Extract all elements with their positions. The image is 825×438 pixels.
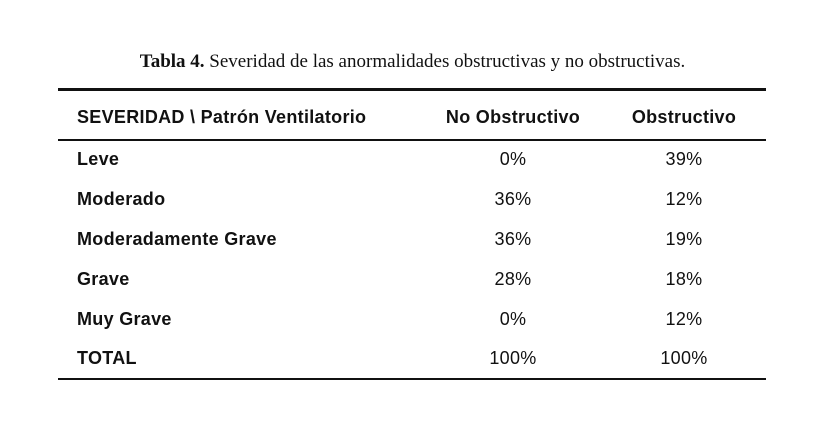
row-value-obstructivo: 18% [665, 269, 703, 289]
row-value-no-obstructivo: 36% [494, 229, 532, 249]
row-label: Muy Grave [77, 309, 172, 329]
header-no-obstructivo: No Obstructivo [445, 107, 581, 127]
table-caption-label: Tabla 4. [139, 51, 205, 72]
table-header-rule [58, 139, 766, 141]
row-value-no-obstructivo: 0% [499, 309, 527, 329]
header-severity: SEVERIDAD \ Patrón Ventilatorio [77, 107, 367, 127]
total-value-obstructivo: 100% [660, 348, 708, 368]
table-caption [0, 50, 825, 74]
table-bottom-rule [58, 378, 766, 380]
row-value-no-obstructivo: 0% [499, 149, 527, 169]
table-top-rule [58, 88, 766, 91]
row-label: Leve [77, 149, 120, 169]
total-value-no-obstructivo: 100% [489, 348, 537, 368]
row-value-no-obstructivo: 36% [494, 189, 532, 209]
row-value-obstructivo: 12% [665, 309, 703, 329]
table-caption-text: Severidad de las anormalidades obstructivas y no obstructivas. [209, 51, 686, 72]
row-value-obstructivo: 39% [665, 149, 703, 169]
row-label: Moderado [77, 189, 166, 209]
row-value-obstructivo: 12% [665, 189, 703, 209]
row-label: Grave [77, 269, 130, 289]
header-obstructivo: Obstructivo [631, 107, 737, 127]
row-value-obstructivo: 19% [665, 229, 703, 249]
row-label: Moderadamente Grave [77, 229, 277, 249]
total-label: TOTAL [77, 348, 137, 368]
row-value-no-obstructivo: 28% [494, 269, 532, 289]
